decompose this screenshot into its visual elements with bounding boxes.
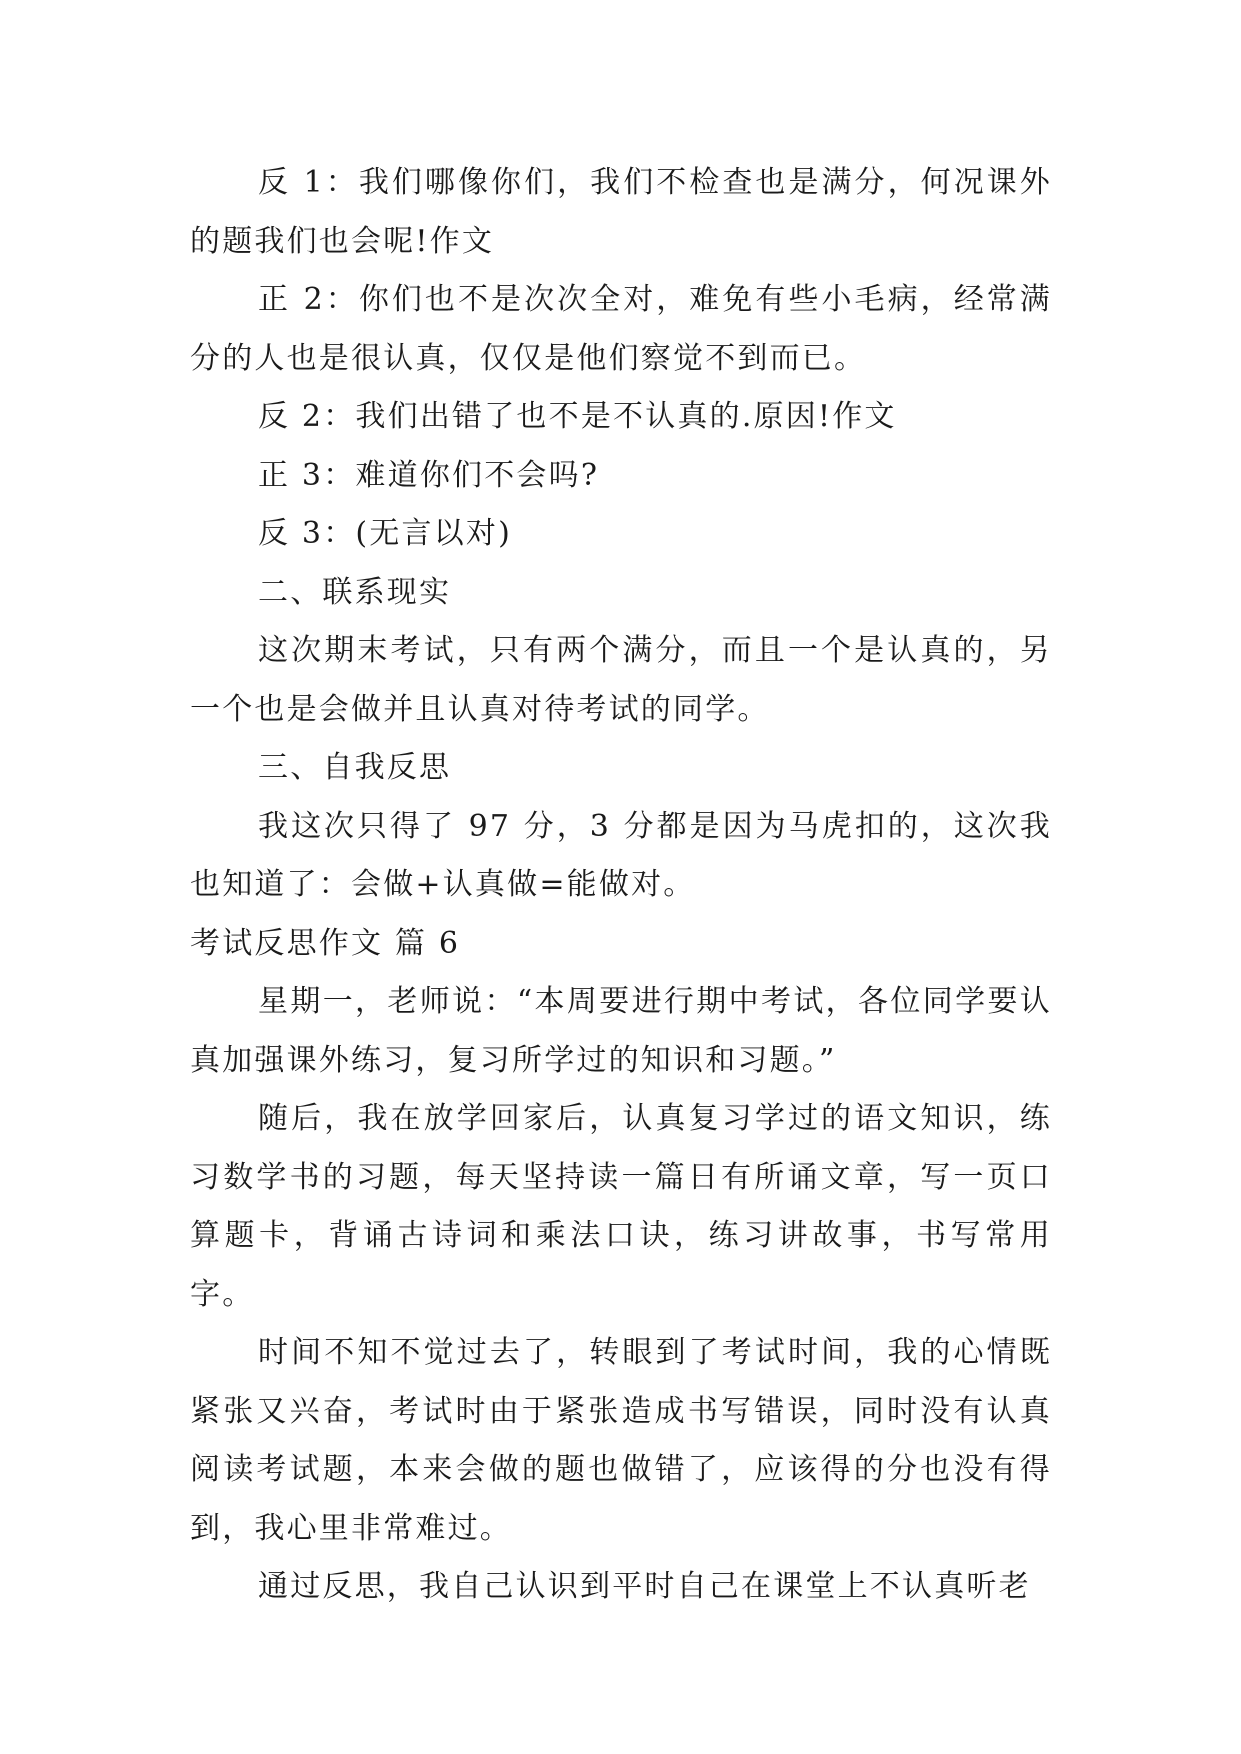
paragraph: 我这次只得了 97 分，3 分都是因为马虎扣的，这次我也知道了：会做+认真做=能做对。	[190, 808, 1052, 902]
document-body	[190, 154, 1052, 1617]
paragraph: 正 3：难道你们不会吗?	[258, 457, 600, 493]
paragraph: 反 3：(无言以对)	[258, 516, 513, 551]
paragraph: 正 2：你们也不是次次全对，难免有些小毛病，经常满分的人也是很认真，仅仅是他们察觉不到而已。	[190, 282, 1052, 376]
paragraph: 反 1：我们哪像你们，我们不检查也是满分，何况课外的题我们也会呢!作文	[190, 165, 1052, 259]
section-heading: 三、自我反思	[258, 750, 452, 785]
paragraph: 反 2：我们出错了也不是不认真的.原因!作文	[258, 399, 897, 434]
section-heading: 二、联系现实	[258, 574, 452, 610]
essay-title: 考试反思作文 篇 6	[190, 925, 461, 961]
paragraph: 这次期末考试，只有两个满分，而且一个是认真的，另一个也是会做并且认真对待考试的同学。	[190, 633, 1052, 727]
paragraph: 通过反思，我自己认识到平时自己在课堂上不认真听老	[258, 1569, 1031, 1604]
paragraph: 随后，我在放学回家后，认真复习学过的语文知识，练习数学书的习题，每天坚持读一篇日有所诵文章，写一页口算题卡，背诵古诗词和乘法口诀，练习讲故事，书写常用字。	[190, 1101, 1052, 1312]
paragraph: 时间不知不觉过去了，转眼到了考试时间，我的心情既紧张又兴奋，考试时由于紧张造成书写错误，同时没有认真阅读考试题，本来会做的题也做错了，应该得的分也没有得到，我心里非常难过。	[190, 1335, 1052, 1546]
paragraph: 星期一，老师说：“本周要进行期中考试，各位同学要认真加强课外练习，复习所学过的知识和习题。”	[190, 984, 1052, 1078]
